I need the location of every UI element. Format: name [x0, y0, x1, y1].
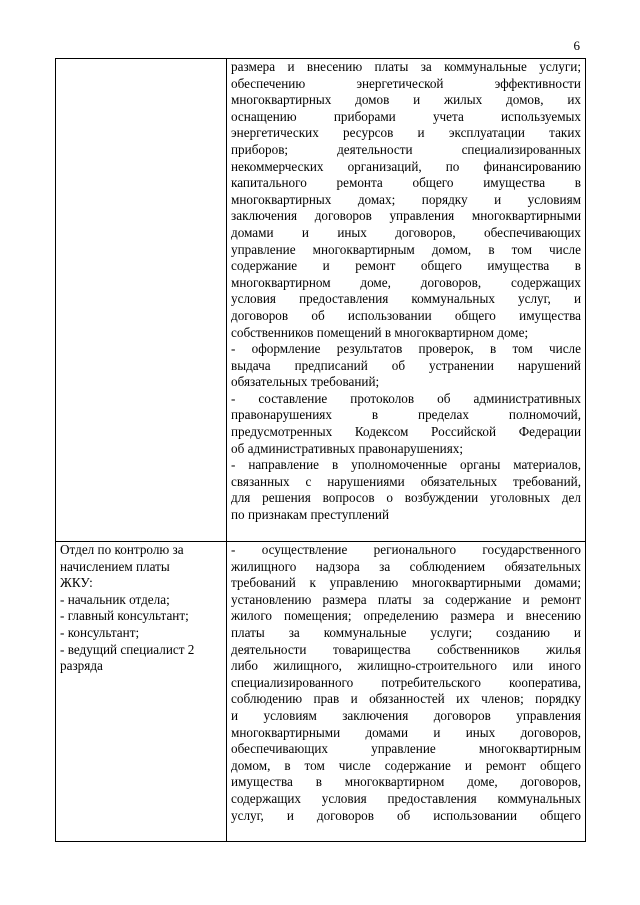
text-line: обеспечению энергетической эффективности	[231, 75, 581, 91]
text-line: Отдел по контролю за	[60, 542, 184, 557]
text-line: - направление в уполномоченные органы материалов,	[231, 457, 581, 473]
text-line: обеспечивающих управление многоквартирным	[231, 741, 581, 757]
text-line: многоквартирных домах; порядку и условиям	[231, 191, 581, 207]
text-line: содержание и ремонт общего имущества в	[231, 258, 581, 274]
table-row	[56, 542, 586, 842]
text-line: соблюдению прав и обязанностей их членов; порядку	[231, 691, 581, 707]
text-line: об административных правонарушениях;	[231, 440, 464, 456]
text-line: управление многоквартирным домом, в том числе	[231, 241, 581, 257]
table-row	[56, 59, 586, 542]
text-line: по признакам преступлений	[231, 507, 390, 523]
duties-cell	[227, 59, 586, 542]
duties-cell	[227, 542, 586, 842]
text-line: домом, в том числе содержание и ремонт общего	[231, 757, 581, 773]
department-cell	[56, 59, 227, 542]
text-line: имущества в многоквартирном доме, договоров,	[231, 774, 581, 790]
text-line: выдача предписаний об устранении нарушений	[231, 357, 581, 373]
text-line: для решения вопросов о возбуждении уголовных дел	[231, 490, 581, 506]
text-line: связанных с нарушениями обязательных требований,	[231, 473, 581, 489]
text-line: многоквартирными домами и иных договоров,	[231, 724, 581, 740]
duties-table	[55, 58, 586, 842]
text-line: специализированного потребительского кооператива,	[231, 674, 581, 690]
text-line: правонарушениях в пределах полномочий,	[231, 407, 581, 423]
text-line: жилищного надзора за соблюдением обязательных	[231, 558, 581, 574]
text-line: энергетических ресурсов и эксплуатации таких	[231, 125, 581, 141]
text-line: многоквартирных домов и жилых домов, их	[231, 92, 581, 108]
text-line: жилого помещения; определению размера и внесению	[231, 608, 581, 624]
text-line: приборов; деятельности специализированных	[231, 141, 581, 157]
text-line: условия предоставления коммунальных услуг, и	[231, 291, 581, 307]
text-line: - оформление результатов проверок, в том числе	[231, 341, 581, 357]
text-line: договоров об использовании общего имущества	[231, 307, 581, 323]
text-line: деятельности товарищества собственников жилья	[231, 641, 581, 657]
text-line: обязательных требований;	[231, 374, 380, 390]
text-line: разряда	[60, 658, 103, 674]
text-line: заключения договоров управления многоквартирными	[231, 208, 581, 224]
text-line: услуг, и договоров об использовании общего	[231, 807, 581, 823]
text-line: установлению размера платы за содержание и ремонт	[231, 591, 581, 607]
text-line: размера и внесению платы за коммунальные услуги;	[231, 59, 581, 74]
text-line: многоквартирном доме, договоров, содержащих	[231, 274, 581, 290]
department-cell	[56, 542, 227, 842]
text-line: требований к управлению многоквартирными домами;	[231, 575, 581, 591]
text-line: - составление протоколов об административных	[231, 390, 581, 406]
text-line: - осуществление регионального государственного	[231, 542, 581, 557]
text-line: - начальник отдела;	[60, 591, 170, 607]
text-line: оснащению приборами учета используемых	[231, 108, 581, 124]
text-line: домами и иных договоров, обеспечивающих	[231, 224, 581, 240]
text-line: - ведущий специалист 2	[60, 641, 195, 657]
text-line: - консультант;	[60, 624, 140, 640]
page-number: 6	[573, 38, 580, 53]
text-line: начислением платы	[60, 558, 170, 574]
text-line: и условиям заключения договоров управления	[231, 707, 581, 723]
text-line: содержащих условия предоставления коммунальных	[231, 790, 581, 806]
text-line: собственников помещений в многоквартирном доме;	[231, 324, 529, 340]
text-line: либо жилищного, жилищно-строительного или иного	[231, 658, 581, 674]
text-line: - главный консультант;	[60, 608, 189, 624]
text-line: ЖКУ:	[60, 575, 93, 591]
text-line: капитального ремонта общего имущества в	[231, 175, 581, 191]
text-line: платы за коммунальные услуги; созданию и	[231, 624, 581, 640]
text-line: некоммерческих организаций, по финансированию	[231, 158, 581, 174]
text-line: предусмотренных Кодексом Российской Федерации	[231, 424, 581, 440]
